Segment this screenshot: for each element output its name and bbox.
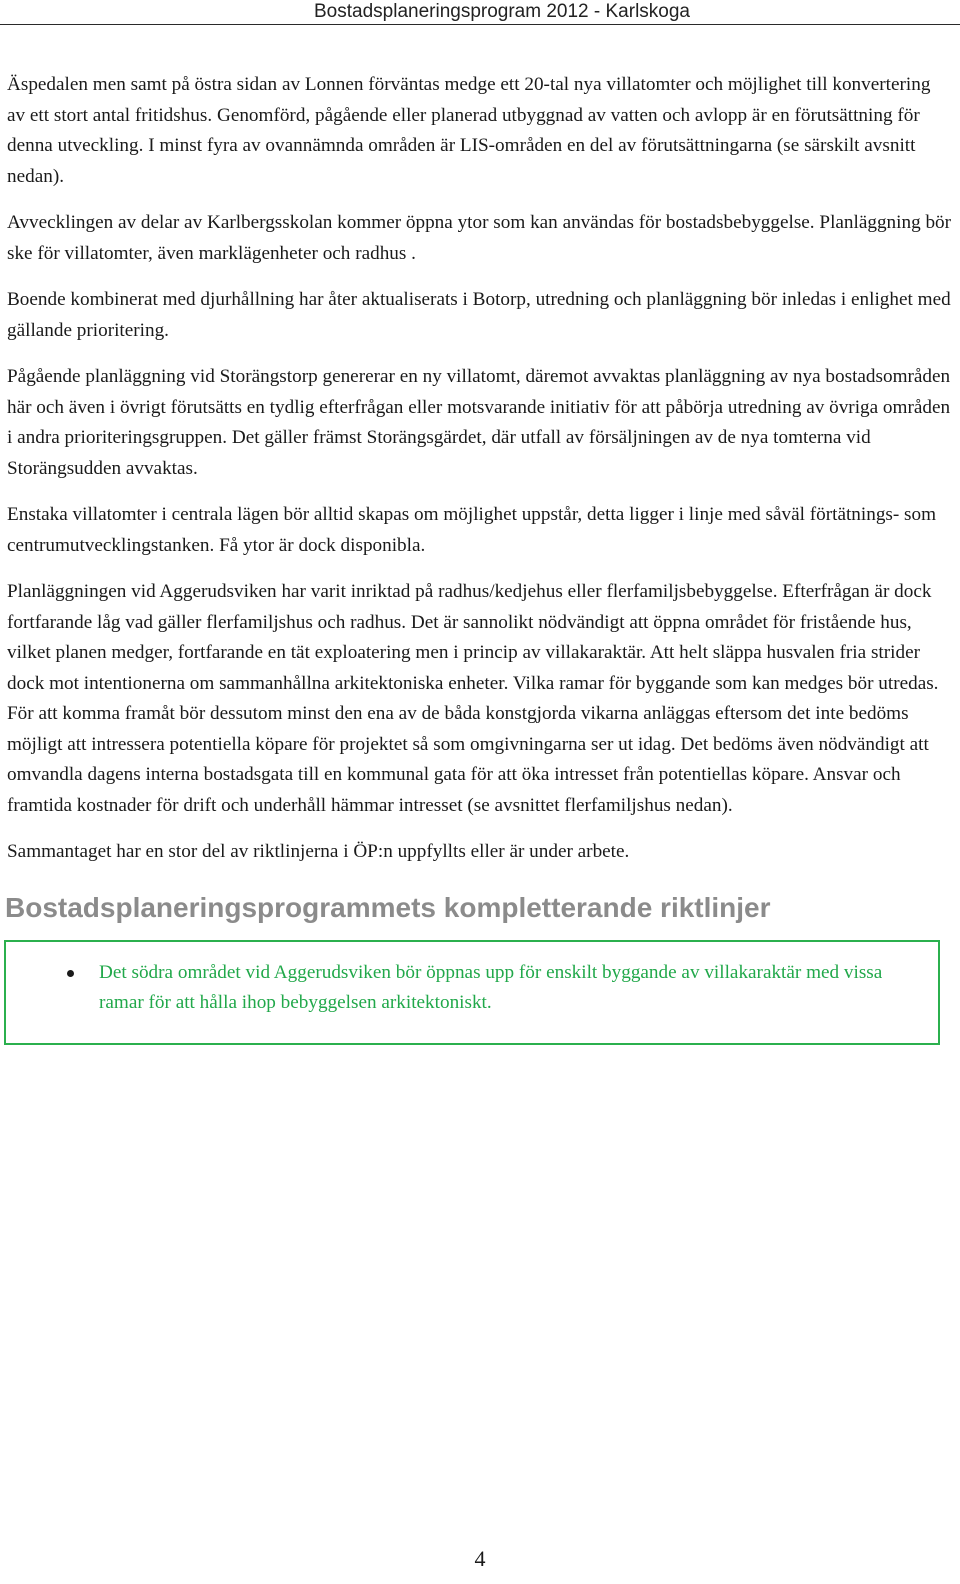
- running-header: [0, 0, 960, 25]
- guideline-text: Det södra området vid Aggerudsviken bör öppnas upp för enskilt byggande av villakaraktär med vissa ramar för att hålla ihop bebyggelsen arkitektoniskt.: [99, 961, 883, 1013]
- paragraph: Äspedalen men samt på östra sidan av Lonnen förväntas medge ett 20-tal nya villatomter och möjlighet till konvertering av ett stort antal fritidshus. Genomförd, pågående eller planerad utbyggnad av vatten och avlopp är en förutsättning för denna utveckling. I minst fyra av ovannämnda områden är LIS-områden en del av förutsättningarna (se särskilt avsnitt nedan).: [7, 74, 931, 187]
- document-title: Bostadsplaneringsprogram 2012 - Karlskoga: [314, 1, 690, 22]
- paragraph: Boende kombinerat med djurhållning har åter aktualiserats i Botorp, utredning och planläggning bör inledas i enlighet med gällande prioritering.: [7, 289, 951, 341]
- guidelines-box: [4, 940, 940, 1045]
- page-number: 4: [474, 1546, 486, 1571]
- guideline-item: [6, 958, 938, 1019]
- page-body: [7, 70, 953, 1045]
- paragraph: Pågående planläggning vid Storängstorp genererar en ny villatomt, däremot avvaktas planläggning av nya bostadsområden här och även i övrigt förutsätts en tydlig efterfrågan eller motsvarande initiativ för att påbörja utredning av övriga områden i andra prioriteringsgruppen. Det gäller främst Storängsgärdet, där utfall av försäljningen av de nya tomterna vid Storängsudden avvaktas.: [7, 366, 951, 479]
- paragraph: Avvecklingen av delar av Karlbergsskolan kommer öppna ytor som kan användas för bostadsbebyggelse. Planläggning bör ske för villatomter, även marklägenheter och radhus .: [7, 212, 952, 264]
- bullet-icon: [67, 970, 74, 977]
- paragraph: Enstaka villatomter i centrala lägen bör alltid skapas om möjlighet uppstår, detta ligger i linje med såväl förtätnings- som centrumutvecklingstanken. Få ytor är dock disponibla.: [7, 504, 937, 556]
- paragraph: Planläggningen vid Aggerudsviken har varit inriktad på radhus/kedjehus eller flerfamiljsbebyggelse. Efterfrågan är dock fortfarande låg vad gäller flerfamiljshus och radhus. Det är sannolikt nödvändigt att öppna området för fristående hus, vilket planen medger, fortfarande en tät exploatering men i princip av villakaraktär. Att helt släppa husvalen fria strider dock mot intentionerna om sammanhållna arkitektoniska enheter. Vilka ramar för byggande som kan medges bör utredas. För att komma framåt bör dessutom minst den ena av de båda konstgjorda vikarna anläggas eftersom det inte bedöms möjligt att intressera potentiella köpare för projektet så som omgivningarna ser ut idag. Det bedöms även nödvändigt att omvandla dagens interna bostadsgata till en kommunal gata för att öka intresset från potentiellas köpare. Ansvar och framtida kostnader för drift och underhåll hämmar intresset (se avsnittet flerfamiljshus nedan).: [7, 581, 939, 816]
- paragraph: Sammantaget har en stor del av riktlinjerna i ÖP:n uppfyllts eller är under arbete.: [7, 841, 630, 862]
- section-heading: Bostadsplaneringsprogrammets kompletterande riktlinjer: [5, 891, 771, 923]
